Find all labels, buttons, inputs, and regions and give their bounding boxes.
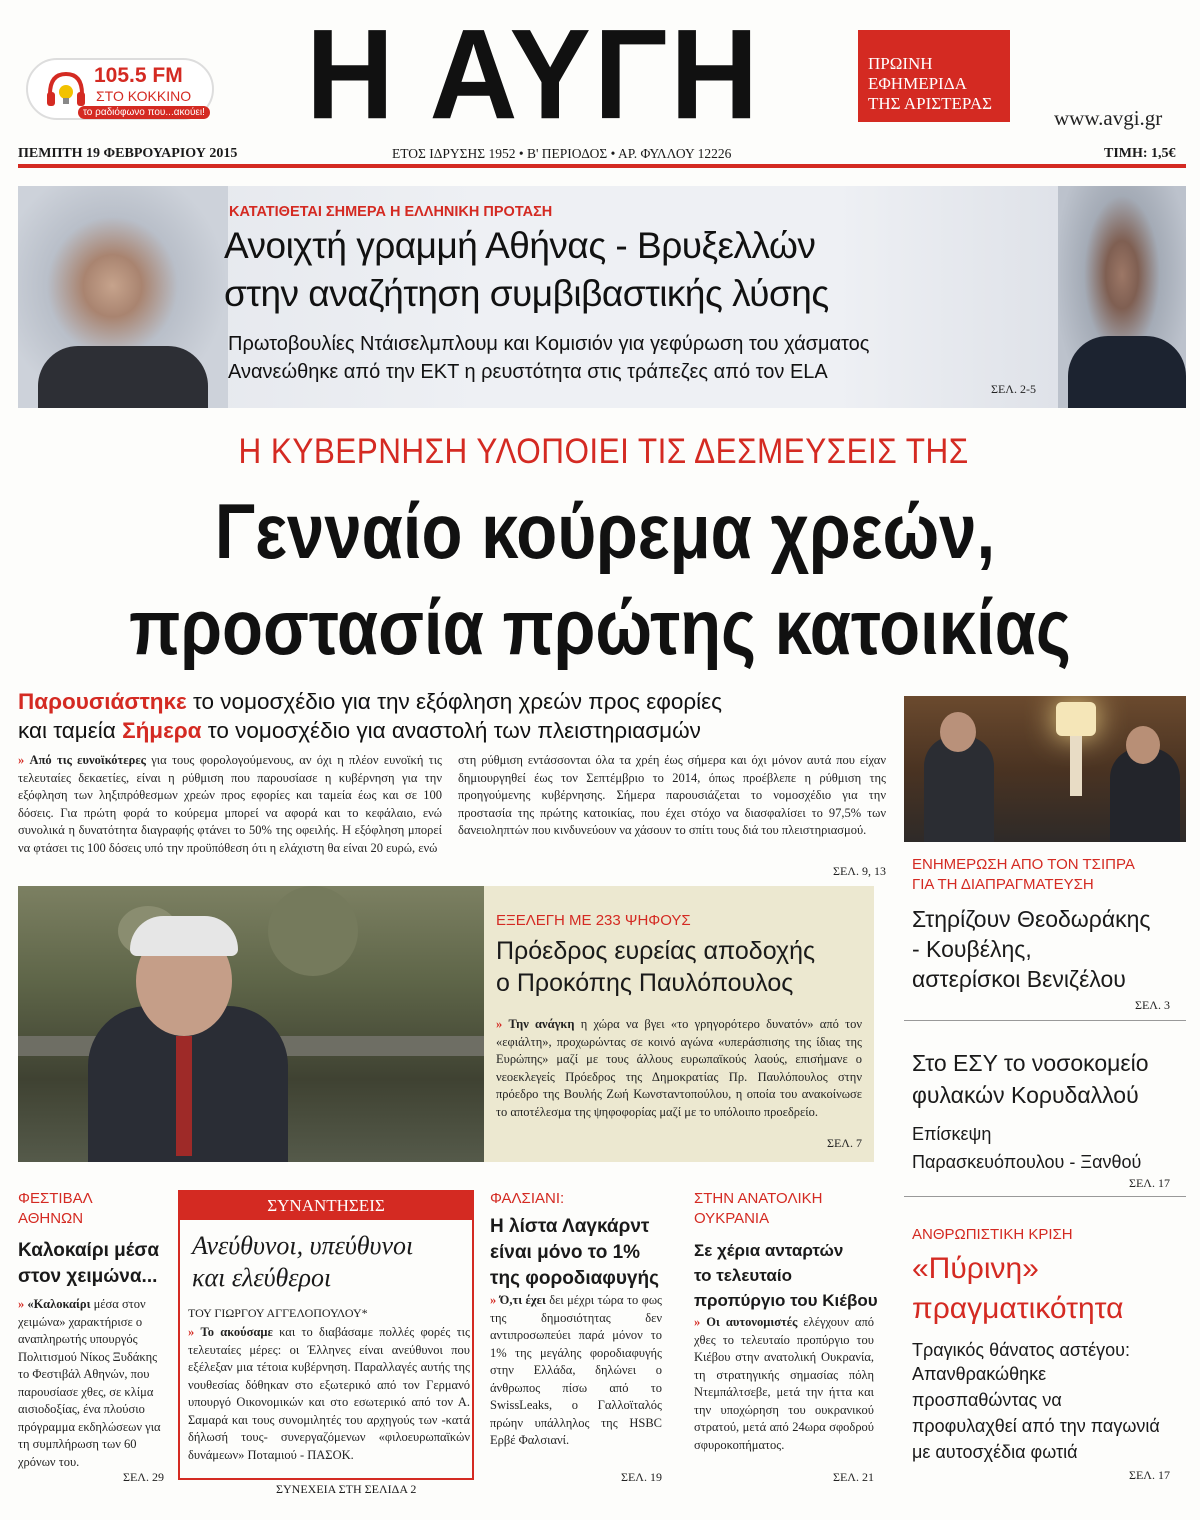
festival-headline-2: στον χειμώνα... — [18, 1266, 158, 1287]
humanitarian-text-2: Απανθρακώθηκε — [912, 1364, 1047, 1384]
issue-info: ΕΤΟΣ ΙΔΡΥΣΗΣ 1952 • Β' ΠΕΡΙΟΔΟΣ • ΑΡ. ΦΥΛΛΟΥ 12226 — [392, 146, 732, 161]
president-lead: Την ανάγκη — [508, 1017, 575, 1031]
president-headline-1: Πρόεδρος ευρείας αποδοχής — [496, 937, 816, 965]
meetings-byline: ΤΟΥ ΓΙΩΡΓΟΥ ΑΓΓΕΛΟΠΟΥΛΟΥ* — [188, 1306, 368, 1320]
top-story-banner[interactable] — [18, 186, 1186, 408]
meetings-body — [188, 1324, 470, 1464]
top-story-headline-2: στην αναζήτηση συμβιβαστικής λύσης — [224, 273, 829, 314]
tsipras-meeting-photo — [904, 696, 1186, 842]
masthead-rule — [18, 164, 1186, 168]
deck-red-2: Σήμερα — [122, 718, 202, 743]
korydallos-headline-2: φυλακών Κορυδαλλού — [912, 1082, 1139, 1108]
falciani-headline-1: Η λίστα Λαγκάρντ — [490, 1216, 650, 1237]
arrow-icon: » — [694, 1315, 701, 1329]
ukraine-headline-1: Σε χέρια ανταρτών — [694, 1241, 844, 1260]
humanitarian-headline-1: «Πύρινη» — [912, 1252, 1039, 1285]
festival-kicker-1: ΦΕΣΤΙΒΑΛ — [18, 1190, 93, 1207]
ukraine-body — [694, 1314, 874, 1454]
main-headline-2: προστασία πρώτης κατοικίας — [129, 583, 1071, 671]
deck-text-1: το νομοσχέδιο για την εξόφληση χρεών προς εφορίες — [186, 689, 723, 714]
ukraine-lead: Οι αυτονομιστές — [706, 1315, 798, 1329]
website-link[interactable]: www.avgi.gr — [1054, 106, 1163, 130]
main-story-kicker: Η ΚΥΒΕΡΝΗΣΗ ΥΛΟΠΟΙΕΙ ΤΙΣ ΔΕΣΜΕΥΣΕΙΣ ΤΗΣ — [238, 432, 969, 471]
main-headline-1: Γενναίο κούρεμα χρεών, — [214, 487, 996, 575]
meetings-headline-2: και ελεύθεροι — [192, 1263, 332, 1292]
ukraine-headline-2: το τελευταίο — [694, 1266, 792, 1285]
humanitarian-text-4: προφυλαχθεί από την παγωνιά — [912, 1416, 1160, 1436]
korydallos-headline-1: Στο ΕΣΥ το νοσοκομείο — [912, 1050, 1149, 1076]
meetings-lead: Το ακούσαμε — [200, 1325, 273, 1339]
tagline-line-3: ΤΗΣ ΑΡΙΣΤΕΡΑΣ — [868, 94, 993, 113]
falciani-body — [490, 1292, 662, 1450]
falciani-text: δει μέχρι τώρα το φως της δημοσιότητας δεν αντιπροσωπεύει παρά μόνον το 1% της μεγάλης φοροδιαφυγής στην Ελλάδα, δηλώνει ο άνθρωπος πίσω από το SwissLeaks, ο Γαλλοϊταλός πρώην υπάλληλος της HSBC Ερβέ Φαλσιανί. — [490, 1293, 662, 1447]
issue-price: ΤΙΜΗ: 1,5€ — [1104, 146, 1176, 161]
falciani-headline-2: είναι μόνο το 1% — [490, 1242, 641, 1263]
pavlopoulos-photo — [18, 886, 484, 1162]
main-col1-lead: Από τις ευνοϊκότερες — [29, 753, 146, 767]
tsipras-kicker-1: ΕΝΗΜΕΡΩΣΗ ΑΠΟ ΤΟΝ ΤΣΙΠΡΑ — [912, 856, 1135, 873]
falciani-headline-3: της φοροδιαφυγής — [490, 1268, 659, 1289]
arrow-icon: » — [18, 753, 25, 767]
meetings-label: ΣΥΝΑΝΤΗΣΕΙΣ — [180, 1192, 472, 1220]
falciani-page-ref: ΣΕΛ. 19 — [620, 1470, 662, 1484]
arrow-icon: » — [490, 1293, 497, 1307]
president-headline-2: ο Προκόπης Παυλόπουλος — [496, 969, 794, 997]
radio-logo[interactable] — [26, 50, 216, 140]
top-story-sub-2: Ανανεώθηκε από την ΕΚΤ η ρευστότητα στις τράπεζες από τον ELA — [228, 361, 828, 383]
president-kicker: ΕΞΕΛΕΓΗ ΜΕ 233 ΨΗΦΟΥΣ — [496, 912, 691, 929]
festival-lead: «Καλοκαίρι — [27, 1297, 91, 1311]
radio-slogan: το ραδιόφωνο που...ακούει! — [78, 106, 210, 119]
tsipras-kicker-2: ΓΙΑ ΤΗ ΔΙΑΠΡΑΓΜΑΤΕΥΣΗ — [912, 876, 1094, 893]
varoufakis-photo — [18, 186, 228, 408]
main-col1-text: για τους φορολογούμενους, αν όχι η πλέον ευνοϊκή τις τελευταίες δεκαετίες, είναι η ρύθμιση που παρουσίασε η κυβέρνηση για την εξόφληση των ληξιπρόθεσμων χρεών προς εφορίες και ταμεία έως και σε 100 δόσεις. Για πρώτη φορά το κούρεμα μπορεί να αφορά και το κεφάλαιο, ενώ συνολικά η δυνατότητα διαγραφής φτάνει το 50% της οφειλής. Η εξόφληση μπορεί να φτάσει τις 100 δόσεις υπό την προϋπόθεση ότι η ελάχιστη θα είναι 20 ευρώ, ενώ — [18, 753, 443, 855]
festival-headline-1: Καλοκαίρι μέσα — [18, 1240, 160, 1261]
ukraine-text: ελέγχουν από χθες το τελευταίο προπύργιο του Κιέβου στην ανατολική Ουκρανία, τη στρατηγικής σημασίας πόλη Ντεμπάλτσεβε, μετά την ήττα και την υποχώρηση του ουκρανικού στρατού, μετά από 24ωρα σφοδρού σφυροκοπήματος. — [694, 1315, 875, 1452]
president-story[interactable] — [18, 886, 874, 1162]
president-text: η χώρα να βγει «το γρηγορότερο δυνατόν» από τον «εφιάλτη», προχωρώντας σε κοινό αγώνα «υπεράσπισης της ίδιας της Ευρώπης» μαζί με τους άλλους ευρωπαϊκούς λαούς, επισήμανε ο νεοεκλεγείς Πρόεδρος της Δημοκρατίας Πρ. Παυλόπουλος στην πρόεδρο της Βουλής Ζωή Κωνσταντοπούλου, η οποία του ανακοίνωσε το αποτέλεσμα της ψηφοφορίας μαζί με το υπόλοιπο προεδρείο. — [496, 1017, 863, 1119]
ukraine-headline-3: προπύργιο του Κιέβου — [694, 1291, 878, 1310]
divider — [904, 1196, 1186, 1197]
meetings-headline-1: Ανεύθυνοι, υπεύθυνοι — [192, 1231, 414, 1260]
humanitarian-text-1: Τραγικός θάνατος αστέγου: — [912, 1340, 1130, 1360]
president-body — [496, 1016, 862, 1121]
falciani-kicker: ΦΑΛΣΙΑΝΙ: — [490, 1190, 565, 1207]
main-col-2 — [458, 752, 886, 840]
meetings-text: και το διαβάσαμε πολλές φορές τις τελευταίες μέρες: οι Έλληνες είναι ανεύθυνοι που εξέλεξαν μια τέτοια κυβέρνηση. Παραλλαγές αυτής της νουθεσίας δόθηκαν στο εξωτερικό από τον Γερμανό υπουργό Οικονομικών και στο εσωτερικό από τον Α. Σαμαρά και τους συνομιλητές του αρχηγούς των -κατά δήλωσή τους- συνεργαζόμενων «φιλοευρωπαϊκών δυνάμεων» Ποταμιού - ΠΑΣΟΚ. — [188, 1325, 470, 1462]
ukraine-kicker-1: ΣΤΗΝ ΑΝΑΤΟΛΙΚΗ — [694, 1190, 823, 1207]
humanitarian-text-5: με αυτοσχέδια φωτιά — [912, 1442, 1078, 1462]
humanitarian-headline-2: πραγματικότητα — [912, 1292, 1124, 1325]
humanitarian-page-ref: ΣΕΛ. 17 — [1128, 1468, 1170, 1482]
top-story-page-ref: ΣΕΛ. 2-5 — [990, 382, 1036, 396]
tagline-line-1: ΠΡΩΙΝΗ — [868, 54, 933, 73]
humanitarian-kicker: ΑΝΘΡΩΠΙΣΤΙΚΗ ΚΡΙΣΗ — [912, 1226, 1073, 1243]
main-col2-text: στη ρύθμιση εντάσσονται όλα τα χρέη έως σήμερα και όχι μόνον αυτά που είχαν δημιουργηθεί έως τον Σεπτέμβριο το 2014, όπως προέβλεπε η ρύθμιση της προηγούμενης κυβέρνησης. Σήμερα παρουσιάζεται το νομοσχέδιο για την προστασία της πρώτης κατοικίας, που έχει στόχο να διασφαλίσει το 97,5% των δανειοληπτών που κινδυνεύουν να χάσουν το σπίτι τους διά του πλειστηριασμού. — [458, 753, 886, 837]
ukraine-page-ref: ΣΕΛ. 21 — [832, 1470, 874, 1484]
top-story-sub-1: Πρωτοβουλίες Ντάισελμπλουμ και Κομισιόν για γεφύρωση του χάσματος — [228, 333, 870, 355]
falciani-lead: Ό,τι έχει — [499, 1293, 546, 1307]
ukraine-kicker-2: ΟΥΚΡΑΝΙΑ — [694, 1210, 770, 1227]
main-story-page-ref: ΣΕΛ. 9, 13 — [832, 864, 886, 878]
tagline-line-2: ΕΦΗΜΕΡΙΔΑ — [868, 74, 967, 93]
tsipras-headline-1: Στηρίζουν Θεοδωράκης — [912, 906, 1151, 932]
top-story-headline-1: Ανοιχτή γραμμή Αθήνας - Βρυξελλών — [224, 225, 816, 266]
arrow-icon: » — [496, 1017, 503, 1031]
tsipras-page-ref: ΣΕΛ. 3 — [1134, 998, 1170, 1012]
humanitarian-text-3: προσπαθώντας να — [912, 1390, 1062, 1410]
deck-text-2a: και ταμεία — [18, 718, 123, 743]
deck-red-1: Παρουσιάστηκε — [18, 689, 187, 714]
arrow-icon: » — [188, 1325, 195, 1339]
arrow-icon: » — [18, 1297, 25, 1311]
radio-frequency: 105.5 FM — [94, 64, 183, 87]
korydallos-sub-1: Επίσκεψη — [912, 1124, 992, 1144]
tagline-box — [858, 30, 1010, 122]
issue-date: ΠΕΜΠΤΗ 19 ΦΕΒΡΟΥΑΡΙΟΥ 2015 — [18, 146, 238, 161]
newspaper-title: Η ΑΥΓΗ — [306, 2, 762, 146]
deck-text-2b: το νομοσχέδιο για αναστολή των πλειστηριασμών — [201, 718, 701, 743]
korydallos-page-ref: ΣΕΛ. 17 — [1128, 1176, 1170, 1190]
dijsselbloem-photo — [1058, 186, 1186, 408]
tsipras-headline-3: αστερίσκοι Βενιζέλου — [912, 966, 1126, 992]
tsipras-headline-2: - Κουβέλης, — [912, 936, 1032, 962]
divider — [904, 1020, 1186, 1021]
main-deck — [18, 687, 888, 745]
radio-name: ΣΤΟ ΚΟΚΚΙΝΟ — [96, 88, 192, 104]
festival-page-ref: ΣΕΛ. 29 — [122, 1470, 164, 1484]
meetings-continued[interactable]: ΣΥΝΕΧΕΙΑ ΣΤΗ ΣΕΛΙΔΑ 2 — [276, 1482, 417, 1496]
main-col-1 — [18, 752, 442, 857]
korydallos-sub-2: Παρασκευόπουλου - Ξανθού — [912, 1152, 1142, 1172]
festival-body — [18, 1296, 164, 1471]
president-page-ref: ΣΕΛ. 7 — [826, 1136, 862, 1150]
top-story-kicker: ΚΑΤΑΤΙΘΕΤΑΙ ΣΗΜΕΡΑ Η ΕΛΛΗΝΙΚΗ ΠΡΟΤΑΣΗ — [229, 204, 553, 220]
festival-kicker-2: ΑΘΗΝΩΝ — [18, 1210, 84, 1227]
festival-text: μέσα στον χειμώνα» χαρακτήρισε ο αναπληρωτής υπουργός Πολιτισμού Νίκος Ξυδάκης το Φεστιβάλ Αθηνών, που παρουσίασε χθες, σε κλίμα αισιοδοξίας, ένα πλούσιο πρόγραμμα εκδηλώσεων για τη συμπλήρωση των 60 χρόνων του. — [18, 1297, 161, 1469]
